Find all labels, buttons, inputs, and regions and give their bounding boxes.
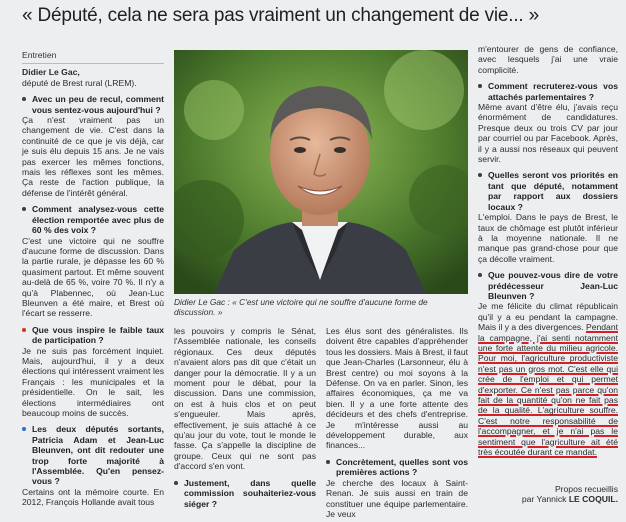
question-6: Concrètement, quelles sont vos premières actions ?	[326, 457, 468, 478]
headline: « Député, cela ne sera pas vraiment un changement de vie... »	[22, 5, 539, 26]
column-2	[174, 326, 316, 509]
answer-9-start: Je me félicite du climat républicain qu'il y a eu pendant la campagne. Mais il y a des divergences.	[478, 301, 618, 333]
answer-4: Certains ont la mémoire courte. En 2012, François Hollande avait tous	[22, 486, 164, 508]
question-8: Quelles seront vos priorités en tant que député, notamment par rapport aux dossiers locaux ?	[478, 170, 618, 212]
column-1	[22, 50, 164, 508]
signature	[478, 484, 618, 505]
answer-6: Je cherche des locaux à Saint-Renan. Je suis aussi en train de constituer une équipe parlementaire. Je veux	[326, 477, 468, 519]
signature-prefix: par Yannick	[521, 494, 567, 505]
answer-1: Ça n'est vraiment pas un changement de vie. C'est dans la continuité de ce que je vis déjà, car je suis élu depuis 15 ans. Je ne vais pas exercer les mêmes fonctions, mais les réflexes sont les mêmes. Ça reste de l'action publique, la défense de l'intérêt général.	[22, 115, 164, 198]
answer-7: Même avant d'être élu, j'avais reçu énormément de candidatures. Presque deux ou trois CV par jour par courriel ou par Facebook. Après, il y a aussi nos réseaux qui peuvent servir.	[478, 102, 618, 165]
signature-name: LE COQUIL.	[568, 494, 618, 505]
question-9: Que pouvez-vous dire de votre prédécesseur Jean-Luc Bleunven ?	[478, 270, 618, 301]
portrait-illustration	[174, 50, 468, 294]
answer-9	[478, 301, 618, 457]
answer-2: C'est une victoire qui ne souffre d'aucune forme de discussion. Dans la partie rurale, je dépasse les 60 % quasiment partout. Et même souvent au-delà de 65 %, voire 70 %. Il n'y a qu'à Plabennec, où Jean-Luc Bleunven a été maire, et Brest où l'écart se resserre.	[22, 235, 164, 319]
answer-4-continued: les pouvoirs y compris le Sénat, l'Assemblée nationale, les conseils régionaux. Ces deux députés n'avaient alors pas dit que c'était un danger pour la démocratie. Il y a un moment pour le débat, pour la discussion. Dans une commission, on est à huis clos et on peut s'engueuler. Mais après, effectivement, je suis attaché à ce qu'au jour du vote, tout le monde le fasse. Ça s'appelle la discipline de groupe. Ceux qui ne sont pas d'accord s'en vont.	[174, 326, 316, 472]
portrait-photo	[174, 50, 468, 294]
question-1: Avec un peu de recul, comment vous sentez-vous aujourd'hui ?	[22, 94, 164, 115]
column-4	[478, 44, 618, 457]
answer-3: Je ne suis pas forcément inquiet. Mais, aujourd'hui, il y a deux élections qui intéressent vraiment les Français : les municipales et la présidentielle. On le sait, les élections intermédiaires ont beaucoup moins de succès.	[22, 345, 164, 418]
interviewee-role: député de Brest rural (LREM).	[22, 77, 137, 88]
photo-caption: Didier Le Gac : « C'est une victoire qui ne souffre d'aucune forme de discussion. »	[174, 297, 428, 317]
question-4: Les deux députés sortants, Patricia Adam et Jean-Luc Bleunven, ont dit redouter une trop forte majorité à l'Assemblée. Qu'en pensez-vous ?	[22, 424, 164, 486]
signature-line-1: Propos recueillis	[554, 484, 618, 494]
answer-8: L'emploi. Dans le pays de Brest, le taux de chômage est plutôt inférieur à la moyenne nationale. Il ne manque pas grand-chose pour que ça décolle vraiment.	[478, 212, 618, 264]
answer-5: Les élus sont des généralistes. Ils doivent être capables d'appréhender tous les dossiers. Mais à Brest, il faut que Jean-Charles (Larsonneur, élu à Brest centre) ou moi soyons à la Défense. On va en parler. Sinon, les affaires économiques, ça me va bien. Il y a une forte attente des décideurs et des chefs d'entreprise. Je m'intéresse aussi au développement durable, aux finances...	[326, 326, 468, 451]
rubrique-label: Entretien	[22, 50, 164, 64]
interviewee-name: Didier Le Gac,	[22, 67, 80, 78]
question-7: Comment recruterez-vous vos attachés parlementaires ?	[478, 81, 618, 102]
answer-9-underlined: Pendant la campagne, j'ai senti notamment une forte attente du milieu agricole. Pour moi, l'agriculture productiviste n'est pas un gros mot. C'est elle qui crée de l'emploi et qui permet d'exporter. Ce n'est pas parce qu'on fait de la quantité qu'on ne fait pas de la qualité. L'agriculture souffre. C'est notre responsabilité de l'accompagner, et je n'ai pas le sentiment que l'agriculture ait été très écoutée durant ce mandat.	[478, 322, 618, 458]
answer-6-continued: m'entourer de gens de confiance, avec lesquels j'ai une vraie complicité.	[478, 44, 618, 75]
question-2: Comment analysez-vous cette élection remportée avec plus de 60 % des voix ?	[22, 204, 164, 235]
signature-line-2	[478, 494, 618, 504]
question-3: Que vous inspire le faible taux de participation ?	[22, 325, 164, 346]
question-5: Justement, dans quelle commission souhaiteriez-vous siéger ?	[174, 478, 316, 509]
column-3	[326, 326, 468, 519]
